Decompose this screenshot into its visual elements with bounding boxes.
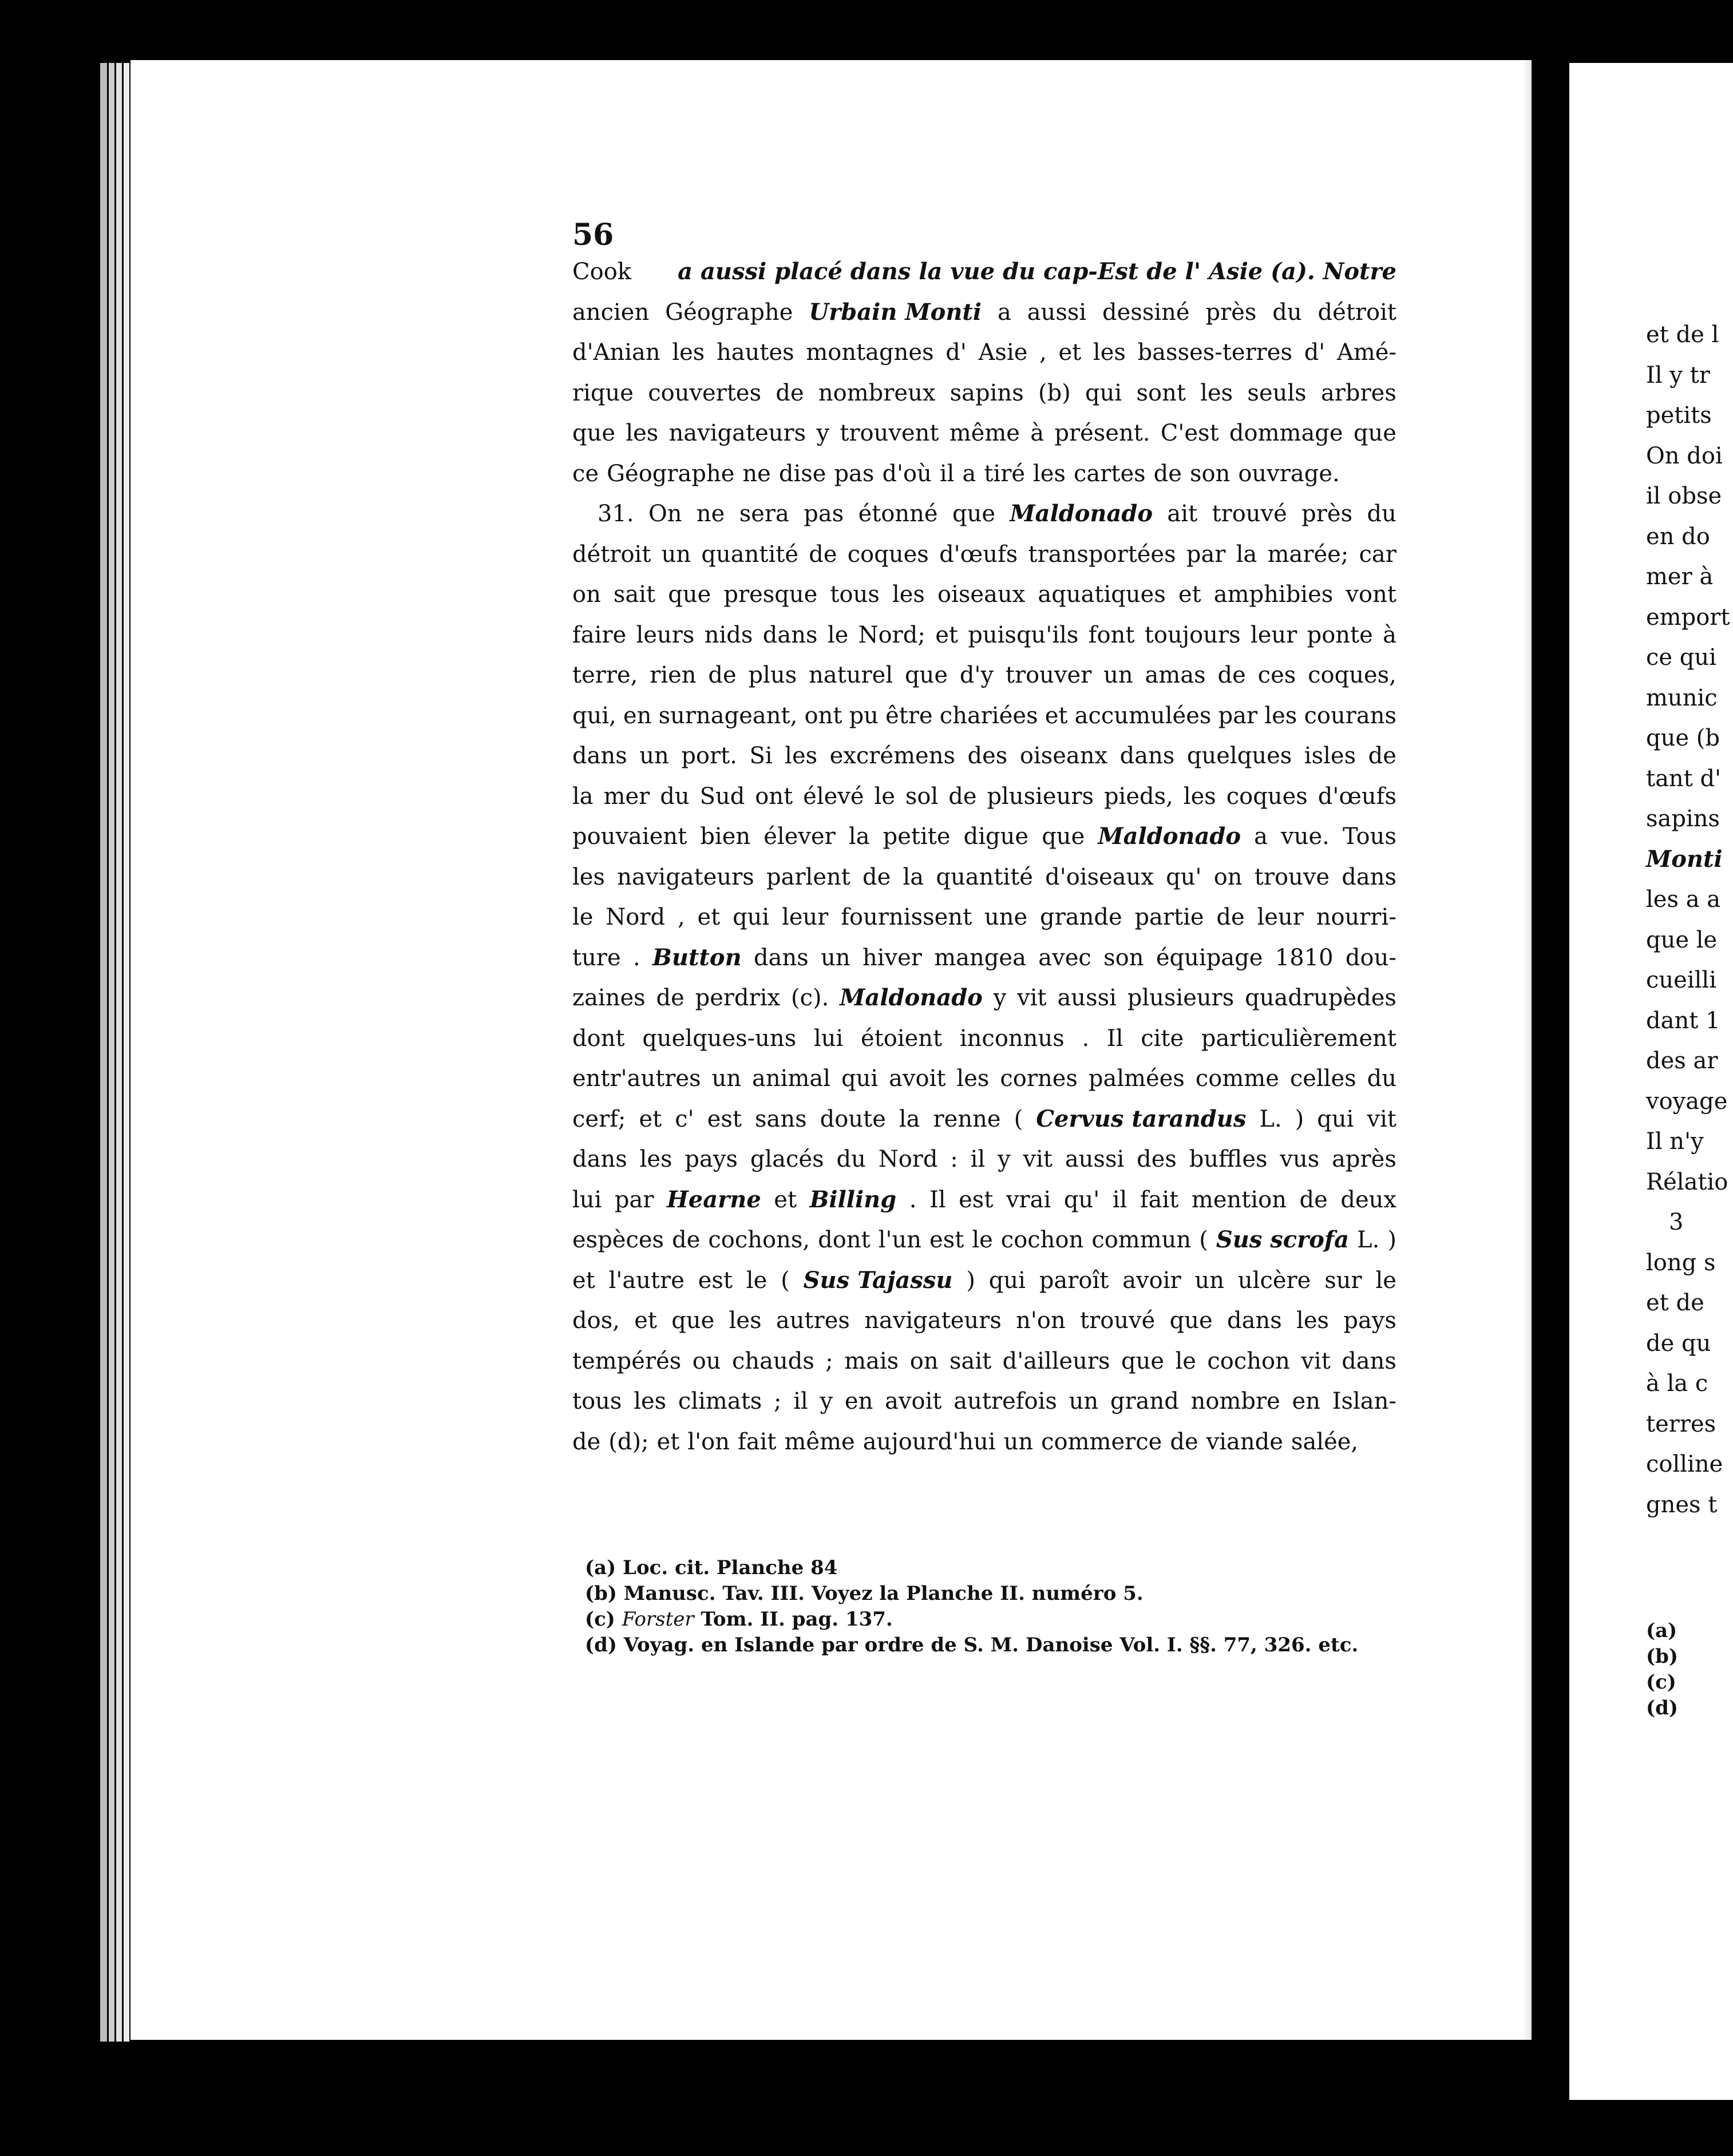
footnote: (b) Manusc. Tav. III. Voyez la Planche II. numéro 5. — [585, 1582, 1144, 1605]
proper-name: Maldonado — [840, 984, 983, 1011]
footnote: (d) — [1646, 1697, 1678, 1719]
proper-name: Hearne — [667, 1186, 761, 1213]
page-edge — [116, 63, 122, 2042]
text-line: tant d' — [1646, 765, 1722, 792]
text-line: on sait que presque tous les oiseaux aquatiques et amphibies vont — [572, 581, 1396, 608]
text-line: ture . Button dans un hiver mangea avec son équipage 1810 dou- — [572, 938, 1396, 978]
right-page-footnotes — [1646, 1618, 1678, 1721]
text-line: 3 — [1669, 1209, 1684, 1235]
text-line: que le — [1646, 926, 1718, 953]
text-line: Rélatio — [1646, 1168, 1728, 1195]
text-line: sapins — [1646, 806, 1720, 832]
text-line: dant 1 — [1646, 1007, 1720, 1034]
text-line: dos, et que les autres navigateurs n'on trouvé que dans les pays — [572, 1307, 1396, 1334]
text-line: ce Géographe ne dise pas d'où il a tiré les cartes de son ouvrage. — [572, 460, 1340, 487]
text-line: Il n'y — [1646, 1128, 1704, 1155]
text-line: des ar — [1646, 1048, 1718, 1074]
proper-name: Maldonado — [1098, 823, 1241, 850]
text-line: gnes t — [1646, 1491, 1718, 1518]
text-line: Il y tr — [1646, 362, 1710, 389]
text-line: les a a — [1646, 886, 1721, 913]
text-line: espèces de cochons, dont l'un est le cochon commun ( Sus scrofa L. ) — [572, 1220, 1396, 1261]
proper-name: Button — [652, 944, 742, 971]
footnote: (c) Forster Tom. II. pag. 137. — [585, 1608, 893, 1631]
text-line: il obse — [1646, 483, 1722, 509]
right-page — [1569, 63, 1733, 2100]
text-line: détroit un quantité de coques d'œufs transportées par la marée; car — [572, 541, 1396, 568]
proper-name: Cervus tarandus — [1036, 1105, 1247, 1132]
text-line: Cook a aussi placé dans la vue du cap-Est de l' Asie (a). Notre — [572, 252, 1396, 292]
text-line: ancien Géographe Urbain Monti a aussi dessiné près du détroit — [572, 292, 1396, 333]
text-line: emport — [1646, 604, 1730, 631]
text-line: de (d); et l'on fait même aujourd'hui un commerce de viande salée, — [572, 1428, 1359, 1455]
text-line: 31. On ne sera pas étonné que Maldonado ait trouvé près du — [572, 494, 1396, 534]
text-line: terre, rien de plus naturel que d'y trouver un amas de ces coques, — [572, 662, 1396, 688]
text-line: dont quelques-uns lui étoient inconnus . Il cite particulièrement — [572, 1025, 1396, 1052]
text-line: le Nord , et qui leur fournissent une grande partie de leur nourri- — [572, 904, 1396, 930]
proper-name: Billing — [809, 1186, 897, 1213]
text-line: dans les pays glacés du Nord : il y vit aussi des buffles vus après — [572, 1146, 1396, 1172]
text-line: qui, en surnageant, ont pu être chariées et accumulées par les courans — [572, 702, 1396, 729]
footnote: (a) — [1646, 1619, 1677, 1642]
text-line: et de l — [1646, 322, 1719, 348]
text-line: d'Anian les hautes montagnes d' Asie , et les basses-terres d' Amé- — [572, 339, 1396, 366]
text-line: ce qui — [1646, 644, 1716, 671]
text-line: cerf; et c' est sans doute la renne ( Cervus tarandus L. ) qui vit — [572, 1099, 1396, 1140]
text-line: petits — [1646, 402, 1712, 429]
text-line: tous les climats ; il y en avoit autrefois un grand nombre en Islan- — [572, 1388, 1396, 1414]
text-line: tempérés ou chauds ; mais on sait d'ailleurs que le cochon vit dans — [572, 1348, 1396, 1374]
text-line: zaines de perdrix (c). Maldonado y vit aussi plusieurs quadrupèdes — [572, 978, 1396, 1018]
page-number: 56 — [572, 217, 614, 252]
proper-name: Sus Tajassu — [803, 1266, 953, 1294]
proper-name: Maldonado — [1010, 500, 1153, 527]
text-line: de qu — [1646, 1330, 1711, 1357]
footnotes — [585, 1555, 1386, 1658]
text-line: et l'autre est le ( Sus Tajassu ) qui paroît avoir un ulcère sur le — [572, 1261, 1396, 1301]
right-page-text — [1646, 315, 1733, 1525]
text-line: que les navigateurs y trouvent même à présent. C'est dommage que — [572, 420, 1396, 446]
proper-name: a aussi placé dans la vue du cap-Est de l' Asie (a). Notre — [670, 258, 1396, 285]
page-edge — [124, 63, 129, 2042]
text-line: rique couvertes de nombreux sapins (b) qui sont les seuls arbres — [572, 379, 1396, 406]
text-line: dans un port. Si les excrémens des oiseanx dans quelques isles de — [572, 743, 1396, 769]
text-line: la mer du Sud ont élevé le sol de plusieurs pieds, les coques d'œufs — [572, 783, 1396, 810]
footnote: (a) Loc. cit. Planche 84 — [585, 1556, 838, 1579]
text-line: mer à — [1646, 564, 1714, 590]
text-line: faire leurs nids dans le Nord; et puisqu'ils font toujours leur ponte à — [572, 621, 1396, 648]
text-line: pouvaient bien élever la petite digue que Maldonado a vue. Tous — [572, 817, 1396, 857]
footnote: (d) Voyag. en Islande par ordre de S. M. Danoise Vol. I. §§. 77, 326. etc. — [585, 1634, 1359, 1656]
text-line: entr'autres un animal qui avoit les cornes palmées comme celles du — [572, 1065, 1396, 1092]
page-edge — [100, 63, 107, 2042]
text-line: en do — [1646, 523, 1710, 550]
text-line: à la c — [1646, 1370, 1708, 1397]
text-line: terres — [1646, 1410, 1716, 1437]
text-line: que (b — [1646, 725, 1720, 751]
proper-name: Urbain Monti — [809, 298, 982, 326]
footnote: (b) — [1646, 1645, 1678, 1668]
text-line: On doi — [1646, 442, 1723, 469]
text-line: lui par Hearne et Billing . Il est vrai qu' il fait mention de deux — [572, 1180, 1396, 1220]
text-line: Monti — [1646, 845, 1723, 873]
page-edge — [109, 63, 114, 2042]
text-line: cueilli — [1646, 967, 1717, 993]
footnote: (c) — [1646, 1671, 1676, 1694]
text-line: les navigateurs parlent de la quantité d'oiseaux qu' on trouve dans — [572, 863, 1396, 890]
text-line: long s — [1646, 1249, 1716, 1276]
text-line: munic — [1646, 684, 1718, 711]
body-text — [572, 252, 1396, 1462]
text-line: et de — [1646, 1290, 1704, 1316]
text-line: colline — [1646, 1451, 1723, 1477]
proper-name: Sus scrofa — [1216, 1226, 1349, 1253]
text-line: voyage — [1646, 1088, 1728, 1115]
